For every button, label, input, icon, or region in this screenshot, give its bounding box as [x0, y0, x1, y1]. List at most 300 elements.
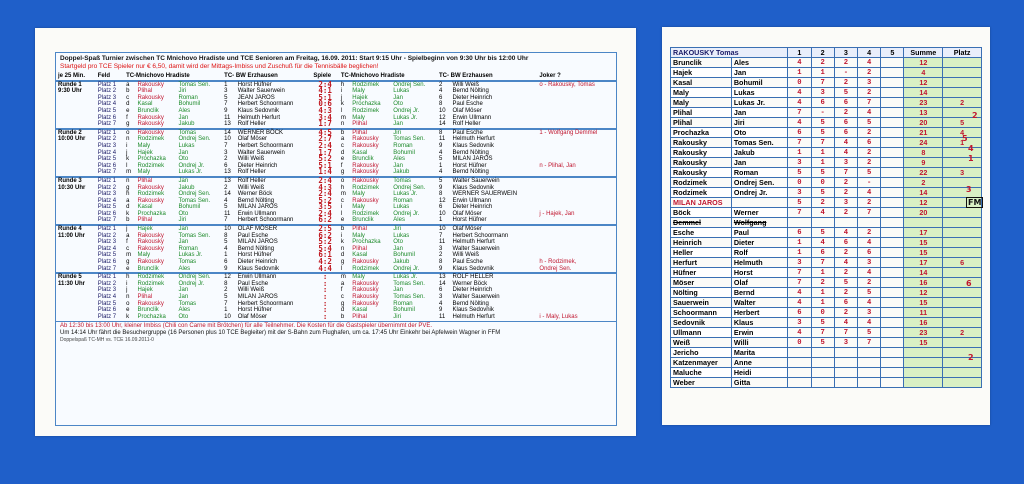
first-name-cell: Tomas Sen.	[393, 136, 425, 143]
partner-number-cell: 4	[224, 197, 228, 204]
game-1-cell: 0	[788, 338, 811, 348]
joker-cell	[537, 246, 616, 253]
last-name-cell: Kasal	[137, 204, 153, 211]
game-3-cell: 4	[834, 138, 857, 148]
game-4-cell	[858, 378, 881, 388]
game-2-cell: 1	[811, 148, 834, 158]
last-name-cell: Maly	[352, 232, 365, 239]
last-name-cell: Rakousky	[137, 197, 164, 204]
partner-name-cell: Dieter Heinrich	[237, 259, 278, 266]
first-name-cell: Ondrej Jr.	[393, 265, 420, 272]
pair-letter-cell: m	[126, 252, 132, 259]
round-label	[56, 211, 96, 218]
first-name-cell: Roman	[393, 300, 413, 307]
game-4-cell: 6	[858, 248, 881, 258]
partner-number-cell: 5	[224, 239, 228, 246]
partner-name-cell: Willi Weiß	[452, 81, 480, 88]
game-2-cell: 7	[811, 78, 834, 88]
game-2-cell: 5	[811, 338, 834, 348]
partner-number-cell: 14	[224, 191, 231, 198]
games-score-cell: 1:4	[318, 167, 332, 177]
pair-letter-cell: f	[340, 162, 343, 169]
last-name-cell: Plihal	[671, 118, 732, 128]
place-cell	[943, 228, 982, 238]
game-1-cell: 4	[788, 288, 811, 298]
partner-number-cell: 11	[224, 114, 231, 121]
court-cell: Platz 4	[97, 149, 117, 156]
court-cell: Platz 1	[97, 177, 117, 184]
court-cell: Platz 6	[97, 114, 117, 121]
partner-number-cell: 9	[438, 307, 443, 314]
pair-letter-cell: f	[126, 239, 128, 246]
schedule-frame	[55, 52, 617, 426]
joker-cell: n - Plihal, Jan	[539, 162, 576, 169]
last-name-cell: Rakousky	[137, 239, 164, 246]
first-name-cell: Jan	[178, 294, 189, 300]
round-label	[56, 252, 96, 259]
joker-cell	[537, 150, 616, 157]
game-2-cell: 1	[811, 268, 834, 278]
sum-cell: 15	[904, 338, 943, 348]
game-4-cell: 7	[858, 338, 881, 348]
first-name-cell: Oto	[178, 210, 189, 217]
last-name-cell: Plihal	[671, 108, 732, 118]
last-name-cell: Hajek	[352, 94, 368, 101]
first-name-cell: Jan	[731, 108, 787, 118]
game-1-cell: 1	[788, 238, 811, 248]
last-name-cell: Kasal	[352, 252, 368, 259]
game-3-cell: 3	[834, 158, 857, 168]
partner-number-cell: 3	[224, 88, 228, 95]
games-score-cell: 6:2	[318, 215, 332, 225]
partner-name-cell: Helmuth Herfurt	[237, 114, 281, 121]
last-name-cell: Maly	[671, 98, 732, 108]
pair-letter-cell: k	[340, 101, 344, 108]
pair-letter-cell: e	[126, 107, 130, 114]
game-2-cell: 1	[811, 68, 834, 78]
partner-name-cell: Walter Sauerwein	[452, 245, 500, 252]
score-table	[670, 47, 982, 388]
pair-letter-cell: h	[340, 184, 345, 191]
last-name-cell: Rakousky	[137, 114, 164, 121]
partner-name-cell: Dieter Heinrich	[237, 162, 278, 169]
partner-number-cell: 1	[224, 252, 228, 259]
game-1-cell: 0	[788, 178, 811, 188]
game-3-cell: 4	[834, 228, 857, 238]
last-name-cell: Brunclik	[352, 217, 374, 224]
pair-letter-cell: n	[126, 136, 130, 143]
round-label	[56, 163, 96, 170]
schedule-row	[56, 273, 616, 281]
score-frame	[670, 47, 982, 417]
partner-number-cell: 1	[438, 162, 443, 169]
round-label	[56, 95, 96, 102]
partner-number-cell: 2	[438, 81, 443, 88]
game-4-cell: 2	[858, 68, 881, 78]
games-score-cell: :	[322, 272, 328, 282]
round-label	[56, 156, 96, 163]
first-name-cell: Oto	[393, 239, 403, 246]
schedule-row	[56, 177, 616, 185]
pair-letter-cell: n	[340, 245, 345, 252]
partner-number-cell: 3	[438, 245, 443, 252]
sum-cell: 8	[904, 148, 943, 158]
court-cell: Platz 3	[97, 142, 117, 149]
game-5-cell	[881, 328, 904, 338]
game-4-cell: 5	[858, 168, 881, 178]
joker-cell	[537, 204, 616, 211]
joker-cell	[537, 88, 616, 95]
partner-number-cell: 6	[438, 204, 443, 211]
game-5-cell	[881, 198, 904, 208]
place-cell	[943, 178, 982, 188]
last-name-cell: Maly	[137, 142, 151, 149]
schedule-subtitle: Startgeld pro TCE Spieler nur € 6,50, damit wird der Mittags-Imbiss und Zuschuß für die Tennisbälle beglichen!	[60, 63, 379, 70]
game-5-cell	[881, 268, 904, 278]
court-cell: Platz 5	[97, 300, 117, 307]
partner-name-cell: Bernd Nölting	[237, 197, 275, 204]
joker-cell	[537, 252, 616, 259]
game-1-cell	[788, 358, 811, 368]
pair-letter-cell: i	[126, 280, 128, 287]
game-2-cell	[811, 348, 834, 358]
score-row	[671, 188, 982, 198]
partner-number-cell: 1	[224, 307, 228, 314]
schedule-row	[56, 211, 616, 218]
schedule-row	[56, 225, 616, 233]
first-name-cell: Paul	[731, 228, 787, 238]
score-row	[671, 68, 982, 78]
first-name-cell: Rolf	[731, 248, 787, 258]
games-score-cell: 4:5	[318, 127, 332, 137]
game-2-cell: 1	[811, 158, 834, 168]
pair-letter-cell: d	[340, 307, 345, 314]
game-1-cell: 6	[788, 228, 811, 238]
game-3-cell: 6	[834, 298, 857, 308]
first-name-cell: Jan	[178, 114, 189, 121]
partner-name-cell: Klaus Sedovnik	[237, 107, 280, 114]
sum-cell: 17	[904, 258, 943, 268]
score-header-col: 1	[788, 48, 811, 58]
game-5-cell	[881, 288, 904, 298]
pair-letter-cell: k	[126, 156, 130, 163]
partner-name-cell: Klaus Sedovnik	[452, 307, 494, 314]
court-cell: Platz 4	[97, 294, 117, 300]
court-cell: Platz 6	[97, 307, 117, 314]
partner-name-cell: Erwin Ullmann	[452, 114, 492, 121]
court-cell: Platz 6	[97, 162, 117, 169]
game-2-cell: 0	[811, 178, 834, 188]
pair-letter-cell: a	[126, 81, 130, 88]
first-name-cell: Jiri	[393, 226, 401, 233]
game-3-cell	[834, 348, 857, 358]
court-cell: Platz 4	[97, 245, 117, 252]
place-cell	[943, 298, 982, 308]
partner-number-cell: 2	[224, 184, 228, 191]
game-2-cell: 4	[811, 208, 834, 218]
sum-cell: 15	[904, 248, 943, 258]
first-name-cell: Jan	[731, 68, 787, 78]
first-name-cell: Jan	[731, 158, 787, 168]
side-mark: 4	[968, 144, 974, 153]
first-name-cell: Jan	[393, 162, 403, 169]
game-4-cell: 4	[858, 108, 881, 118]
last-name-cell: Rakousky	[352, 287, 379, 294]
joker-cell	[537, 143, 616, 150]
pair-letter-cell: g	[340, 300, 345, 307]
pair-letter-cell: h	[340, 81, 345, 88]
place-cell	[943, 358, 982, 368]
sum-cell: 4	[904, 68, 943, 78]
first-name-cell: Lukas Jr.	[393, 274, 418, 281]
games-score-cell: 4:2	[318, 257, 332, 267]
first-name-cell: Ales	[393, 156, 405, 163]
partner-name-cell: Paul Esche	[452, 259, 483, 266]
pair-letter-cell: a	[340, 136, 345, 143]
last-name-cell: Rakousky	[352, 197, 379, 204]
schedule-row	[56, 301, 616, 308]
side-mark: 2	[972, 111, 978, 120]
sum-cell: 12	[904, 78, 943, 88]
game-5-cell	[881, 78, 904, 88]
first-name-cell: Ondrej Jr.	[178, 162, 205, 169]
pair-letter-cell: n	[340, 121, 345, 128]
sum-cell: 24	[904, 138, 943, 148]
last-name-cell: Rakousky	[352, 177, 379, 184]
partner-name-cell: Willi Weiß	[452, 252, 480, 259]
pair-letter-cell: a	[340, 280, 345, 287]
game-5-cell	[881, 128, 904, 138]
partner-name-cell: Olaf Möser	[452, 210, 482, 217]
partner-number-cell: 8	[224, 232, 228, 239]
game-2-cell: 7	[811, 328, 834, 338]
pair-letter-cell: j	[126, 226, 128, 233]
partner-number-cell: 8	[438, 191, 443, 198]
games-score-cell: 2:4	[318, 175, 332, 185]
place-cell	[943, 248, 982, 258]
last-name-cell: Plihal	[137, 88, 153, 95]
round-label: 10:00 Uhr	[58, 136, 86, 143]
pair-letter-cell: n	[126, 177, 130, 184]
pair-letter-cell: d	[340, 252, 345, 259]
first-name-cell: Jiri	[731, 118, 787, 128]
joker-cell: i - Maly, Lukas	[539, 313, 578, 320]
court-cell: Platz 1	[97, 81, 117, 88]
game-1-cell: 5	[788, 198, 811, 208]
score-header-col: Summe	[904, 48, 943, 58]
last-name-cell: Rakousky	[352, 136, 379, 143]
first-name-cell: Ales	[731, 58, 787, 68]
last-name-cell: Maly	[352, 274, 365, 281]
partner-name-cell: Rolf Heller	[452, 121, 481, 128]
partner-number-cell: 8	[438, 129, 443, 136]
schedule-title: Doppel-Spaß Turnier zwischen TC Mnichovo Hradiste und TCE Senioren am Freitag, 16.09. 2011: Start 9:15 Uhr - Spielbeginn von 9:30 Uhr bis 12:00 Uhr	[60, 55, 529, 62]
joker-cell	[537, 108, 616, 115]
partner-number-cell: 10	[438, 210, 446, 217]
first-name-cell: Bohumil	[178, 101, 201, 108]
first-name-cell: Jan	[393, 245, 403, 252]
games-score-cell: 6:2	[318, 230, 332, 240]
game-2-cell: 5	[811, 188, 834, 198]
last-name-cell: Kasal	[671, 78, 732, 88]
first-name-cell: Lukas Jr.	[393, 191, 418, 198]
games-score-cell: 2:4	[318, 208, 332, 218]
first-name-cell: Oto	[393, 101, 403, 108]
partner-name-cell: OLAF MÖSER	[237, 226, 278, 233]
partner-name-cell: Rolf Heller	[237, 177, 266, 184]
game-4-cell: 2	[858, 278, 881, 288]
last-name-cell: Rakousky	[352, 280, 379, 287]
game-2-cell: 7	[811, 258, 834, 268]
round-label	[56, 143, 96, 150]
partner-number-cell: 13	[224, 169, 231, 176]
schedule-row	[56, 294, 616, 301]
game-1-cell: 7	[788, 278, 811, 288]
last-name-cell: Maly	[137, 252, 151, 259]
last-name-cell: Plihal	[352, 313, 367, 320]
court-cell: Platz 1	[97, 129, 117, 136]
first-name-cell: Bohumil	[393, 149, 415, 156]
game-5-cell	[881, 58, 904, 68]
schedule-row	[56, 266, 616, 274]
first-name-cell: Tomas	[178, 300, 197, 307]
games-score-cell: 2:5	[318, 224, 332, 234]
game-4-cell: 4	[858, 238, 881, 248]
partner-number-cell: 7	[224, 142, 228, 149]
side-mark: 2	[968, 353, 974, 362]
schedule-footer	[56, 321, 616, 345]
side-mark: 1	[968, 154, 974, 163]
game-4-cell: -	[858, 178, 881, 188]
first-name-cell: Anne	[731, 358, 787, 368]
sum-cell: 20	[904, 208, 943, 218]
first-name-cell: Lukas Jr.	[178, 252, 203, 259]
score-header-col: 2	[811, 48, 834, 58]
partner-name-cell: Olaf Möser	[237, 313, 268, 320]
round-label: 11:00 Uhr	[58, 232, 86, 239]
first-name-cell: Bernd	[731, 288, 787, 298]
last-name-cell: Heller	[671, 248, 732, 258]
games-score-cell: 4:3	[318, 182, 332, 192]
joker-cell	[537, 198, 616, 205]
last-name-cell: Maly	[137, 169, 151, 176]
partner-name-cell: Herbert Schoormann	[452, 232, 509, 239]
court-cell: Platz 6	[97, 210, 117, 217]
sum-cell: 16	[904, 278, 943, 288]
first-name-cell: Roman	[178, 245, 198, 252]
round-label	[56, 108, 96, 115]
col-header: TC- BW Erzhausen	[222, 73, 311, 81]
game-3-cell: 2	[834, 288, 857, 298]
partner-number-cell: 3	[224, 149, 228, 156]
partner-number-cell: 8	[438, 101, 443, 108]
game-1-cell	[788, 368, 811, 378]
place-cell	[943, 238, 982, 248]
score-row	[671, 58, 982, 68]
score-row	[671, 168, 982, 178]
last-name-cell: Rakousky	[671, 168, 732, 178]
schedule-row	[56, 121, 616, 129]
last-name-cell: Heinrich	[671, 238, 732, 248]
partner-name-cell: Bernd Nölting	[452, 300, 489, 307]
game-3-cell: 4	[834, 318, 857, 328]
last-name-cell: Brunclik	[137, 107, 159, 114]
pair-letter-cell: e	[126, 307, 130, 314]
place-cell: 2	[943, 328, 982, 338]
last-name-cell: MILAN JAROS	[671, 198, 732, 208]
pair-letter-cell: e	[340, 217, 345, 224]
game-5-cell	[881, 88, 904, 98]
round-label: 10:30 Uhr	[58, 184, 86, 191]
partner-number-cell: 5	[438, 156, 443, 163]
sum-cell	[904, 368, 943, 378]
footer-note-1: Ab 12:30 bis 13:00 Uhr, kleiner Imbiss (Chili con Carne mit Brötchen) für alle Teilnehmer. Die Kosten für die Gastspieler übernimmt der PVE.	[60, 323, 433, 330]
first-name-cell: Heidi	[731, 368, 787, 378]
first-name-cell: Jan	[178, 239, 189, 246]
first-name-cell: Erwin	[731, 328, 787, 338]
court-cell: Platz 3	[97, 287, 117, 294]
last-name-cell: Rakousky	[352, 259, 379, 266]
round-label	[56, 115, 96, 122]
partner-number-cell: 14	[224, 129, 231, 136]
partner-name-cell: Olaf Möser	[452, 107, 482, 114]
game-2-cell: 2	[811, 278, 834, 288]
game-3-cell: 2	[834, 78, 857, 88]
partner-number-cell: 12	[438, 114, 446, 121]
sum-cell: 22	[904, 168, 943, 178]
partner-name-cell: WERNER SAUERWEIN	[452, 191, 518, 198]
schedule-row	[56, 185, 616, 192]
game-5-cell	[881, 318, 904, 328]
first-name-cell: Wolfgang	[731, 218, 787, 228]
games-score-cell: 4:1	[318, 86, 332, 96]
pair-letter-cell: c	[340, 142, 344, 149]
game-1-cell: 7	[788, 108, 811, 118]
schedule-row	[56, 307, 616, 314]
court-cell: Platz 3	[97, 239, 117, 246]
game-2-cell: 5	[811, 318, 834, 328]
game-5-cell	[881, 118, 904, 128]
last-name-cell: Rakousky	[137, 259, 164, 266]
schedule-row	[56, 163, 616, 170]
joker-cell	[537, 177, 616, 185]
schedule-row	[56, 314, 616, 321]
pair-letter-cell: d	[340, 149, 345, 156]
schedule-row	[56, 129, 616, 137]
partner-number-cell: 9	[224, 265, 228, 272]
game-1-cell: 1	[788, 248, 811, 258]
games-score-cell: 2:7	[318, 134, 332, 144]
sum-cell: 15	[904, 238, 943, 248]
game-5-cell	[881, 308, 904, 318]
partner-number-cell: 7	[438, 232, 443, 239]
game-2-cell: 6	[811, 248, 834, 258]
first-name-cell: Jakub	[393, 169, 410, 176]
court-cell: Platz 2	[97, 136, 117, 143]
last-name-cell: Rodzimek	[671, 188, 732, 198]
game-2-cell: 5	[811, 128, 834, 138]
schedule-row	[56, 233, 616, 240]
partner-name-cell: Erwin Ullmann	[452, 197, 492, 204]
partner-name-cell: WERNER BÖCK	[237, 129, 284, 136]
pair-letter-cell: j	[126, 287, 128, 294]
joker-cell	[537, 217, 616, 225]
joker-cell	[537, 169, 616, 177]
first-name-cell: Tomas Sen.	[393, 280, 425, 287]
pair-letter-cell: l	[126, 162, 128, 169]
pair-letter-cell: h	[126, 191, 130, 198]
first-name-cell: Helmuth	[731, 258, 787, 268]
